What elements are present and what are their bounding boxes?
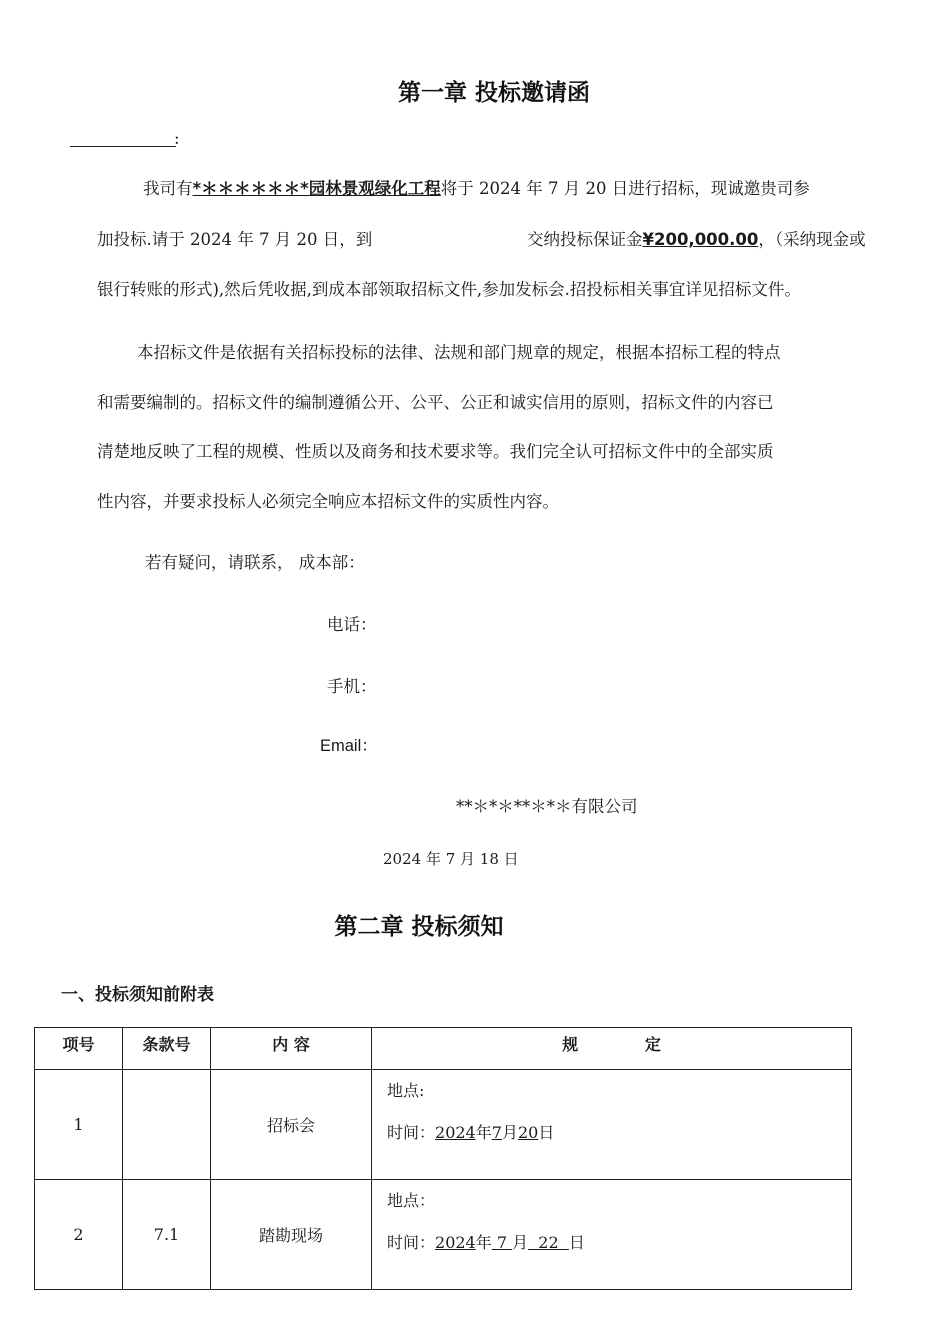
bid-notice-table [34,1027,852,1290]
chapter1-title: 第一章 投标邀请函 [397,80,590,106]
chapter2-title: 第二章 投标须知 [334,914,504,940]
addressee-blank [70,146,176,147]
row-item-no: 2 [35,1180,123,1290]
time-day: 20 [517,1123,539,1142]
year-unit: 年 [475,1233,492,1252]
table-row [35,1180,852,1290]
header-rule: 规 定 [372,1028,852,1070]
invitation-line-2b [527,229,866,251]
para2-line-4: 性内容，并要求投标人必须完全响应本招标文件的实质性内容。 [97,492,559,511]
header-item-no: 项号 [35,1028,123,1070]
year-unit: 年 [475,1123,492,1142]
section-heading: 一、投标须知前附表 [61,985,214,1005]
invitation-line-2a: 加投标.请于 2024 年 7 月 20 日，到 [97,230,373,249]
row-clause-no [123,1070,211,1180]
row-item-no: 1 [35,1070,123,1180]
row-clause-no: 7.1 [123,1180,211,1290]
header-content: 内 容 [211,1028,372,1070]
company-name: **＊*＊**＊*＊有限公司 [456,797,638,816]
payment-method: ，（采纳现金或 [758,230,866,249]
header-clause-no: 条款号 [123,1028,211,1070]
deposit-amount: ¥200,000.00 [642,230,759,249]
row-rule [372,1180,852,1290]
rule-location: 地点： [387,1191,436,1210]
month-unit: 月 [512,1233,529,1252]
rule-time [387,1122,851,1144]
rule-time [387,1232,851,1254]
time-label: 时间： [387,1123,436,1142]
time-month: 7 [491,1233,513,1252]
time-year: 2024 [435,1123,476,1142]
month-unit: 月 [501,1123,518,1142]
email-label: Email： [320,737,378,755]
deposit-label: 交纳投标保证金 [527,230,643,249]
time-label: 时间： [387,1233,436,1252]
day-unit: 日 [538,1123,555,1142]
table-row [35,1070,852,1180]
time-year: 2024 [435,1233,476,1252]
salutation-colon: : [174,129,180,148]
letter-date: 2024 年 7 月 18 日 [383,850,519,868]
para2-line-2: 和需要编制的。招标文件的编制遵循公开、公平、公正和诚实信用的原则，招标文件的内容已 [97,393,774,412]
table-header-row [35,1028,852,1070]
row-rule [372,1070,852,1180]
mobile-label: 手机： [327,677,377,696]
day-unit: 日 [568,1233,585,1252]
intro-prefix: 我司有 [143,179,193,198]
row-content: 招标会 [211,1070,372,1180]
para2-line-3: 清楚地反映了工程的规模、性质以及商务和技术要求等。我们完全认可招标文件中的全部实质 [97,442,774,461]
rule-location: 地点: [387,1081,425,1100]
intro-suffix: 将于 2024 年 7 月 20 日进行招标，现诚邀贵司参 [440,179,810,198]
invitation-line-1 [143,178,810,200]
contact-intro: 若有疑问，请联系， 成本部： [145,553,365,572]
time-day: 22 [528,1233,569,1252]
invitation-line-3: 银行转账的形式),然后凭收据,到成本部领取招标文件,参加发标会.招投标相关事宜详见招标文件。 [97,280,801,299]
para2-line-1: 本招标文件是依据有关招标投标的法律、法规和部门规章的规定，根据本招标工程的特点 [137,343,781,362]
time-month: 7 [491,1123,502,1142]
phone-label: 电话： [327,615,377,634]
row-content: 踏勘现场 [211,1180,372,1290]
project-name: *＊＊＊＊＊＊*园林景观绿化工程 [192,179,441,198]
